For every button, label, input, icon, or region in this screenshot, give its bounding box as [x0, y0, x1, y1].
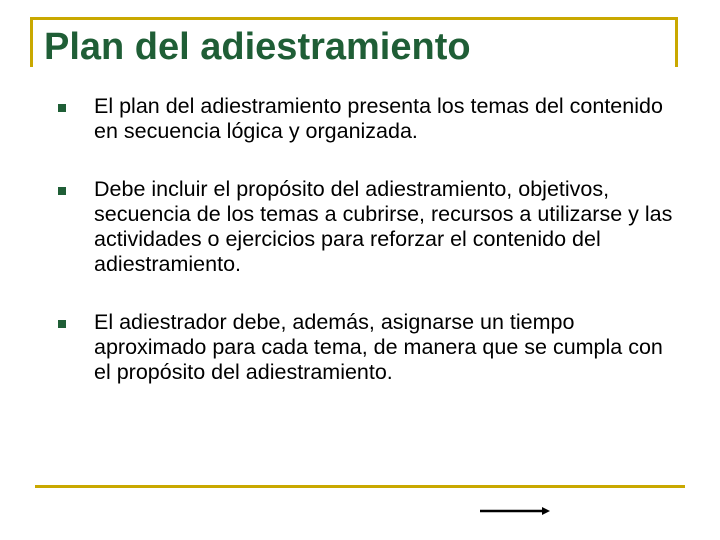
bullet-item — [58, 177, 678, 277]
frame-bottom-line — [35, 485, 685, 488]
square-bullet-icon — [58, 104, 66, 112]
right-arrow-icon[interactable] — [480, 506, 550, 516]
bullet-text: El adiestrador debe, además, asignarse un tiempo aproximado para cada tema, de manera que se cumpla con el propósito del adiestramiento. — [94, 310, 663, 384]
square-bullet-icon — [58, 187, 66, 195]
bullet-item — [58, 310, 678, 385]
square-bullet-icon — [58, 320, 66, 328]
frame-top-line — [30, 17, 678, 20]
bullet-item — [58, 94, 678, 144]
frame-left-line — [30, 17, 33, 67]
frame-right-line — [675, 17, 678, 67]
bullet-text: Debe incluir el propósito del adiestramiento, objetivos, secuencia de los temas a cubrirse, recursos a utilizarse y las actividades o ejercicios para reforzar el contenido del adiestramiento. — [94, 177, 673, 276]
bullet-list — [58, 94, 678, 385]
bullet-text: El plan del adiestramiento presenta los temas del contenido en secuencia lógica y organizada. — [94, 94, 663, 143]
slide-title: Plan del adiestramiento — [44, 26, 471, 68]
